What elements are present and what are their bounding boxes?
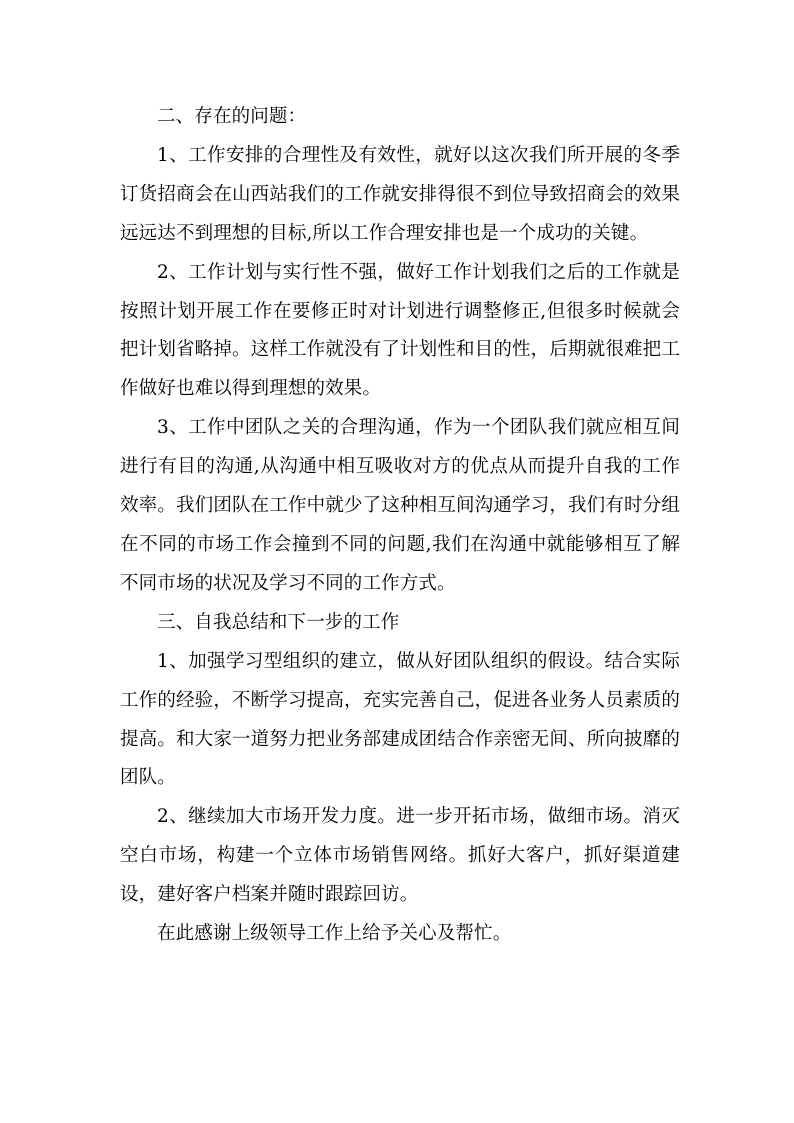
document-body [120, 98, 680, 954]
paragraph-plan-1: 1、加强学习型组织的建立，做从好团队组织的假设。结合实际工作的经验，不断学习提高，充实完善自己，促进各业务人员素质的提高。和大家一道努力把业务部建成团结合作亲密无间、所向披靡的团队。 [120, 650, 680, 789]
paragraph-problem-1: 1、工作安排的合理性及有效性，就好以这次我们所开展的冬季订货招商会在山西站我们的工作就安排得很不到位导致招商会的效果远远达不到理想的目标,所以工作合理安排也是一个成功的关键。 [120, 144, 680, 244]
paragraph-problem-3: 3、工作中团队之关的合理沟通，作为一个团队我们就应相互间进行有目的沟通,从沟通中相互吸收对方的优点从而提升自我的工作效率。我们团队在工作中就少了这种相互间沟通学习，我们有时分组在不同的市场工作会撞到不同的问题,我们在沟通中就能够相互了解不同市场的状况及学习不同的工作方式。 [120, 417, 680, 594]
section-heading-summary: 三、自我总结和下一步的工作 [157, 611, 400, 633]
paragraph-problem-2: 2、工作计划与实行性不强，做好工作计划我们之后的工作就是按照计划开展工作在要修正时对计划进行调整修正,但很多时候就会把计划省略掉。这样工作就没有了计划性和目的性，后期就很难把工作做好也难以得到理想的效果。 [120, 261, 680, 400]
paragraph-plan-2: 2、继续加大市场开发力度。进一步开拓市场，做细市场。消灭空白市场，构建一个立体市场销售网络。抓好大客户，抓好渠道建设，建好客户档案并随时跟踪回访。 [120, 806, 680, 906]
paragraph-thanks: 在此感谢上级领导工作上给予关心及帮忙。 [157, 923, 512, 945]
section-heading-problems: 二、存在的问题： [157, 106, 307, 127]
